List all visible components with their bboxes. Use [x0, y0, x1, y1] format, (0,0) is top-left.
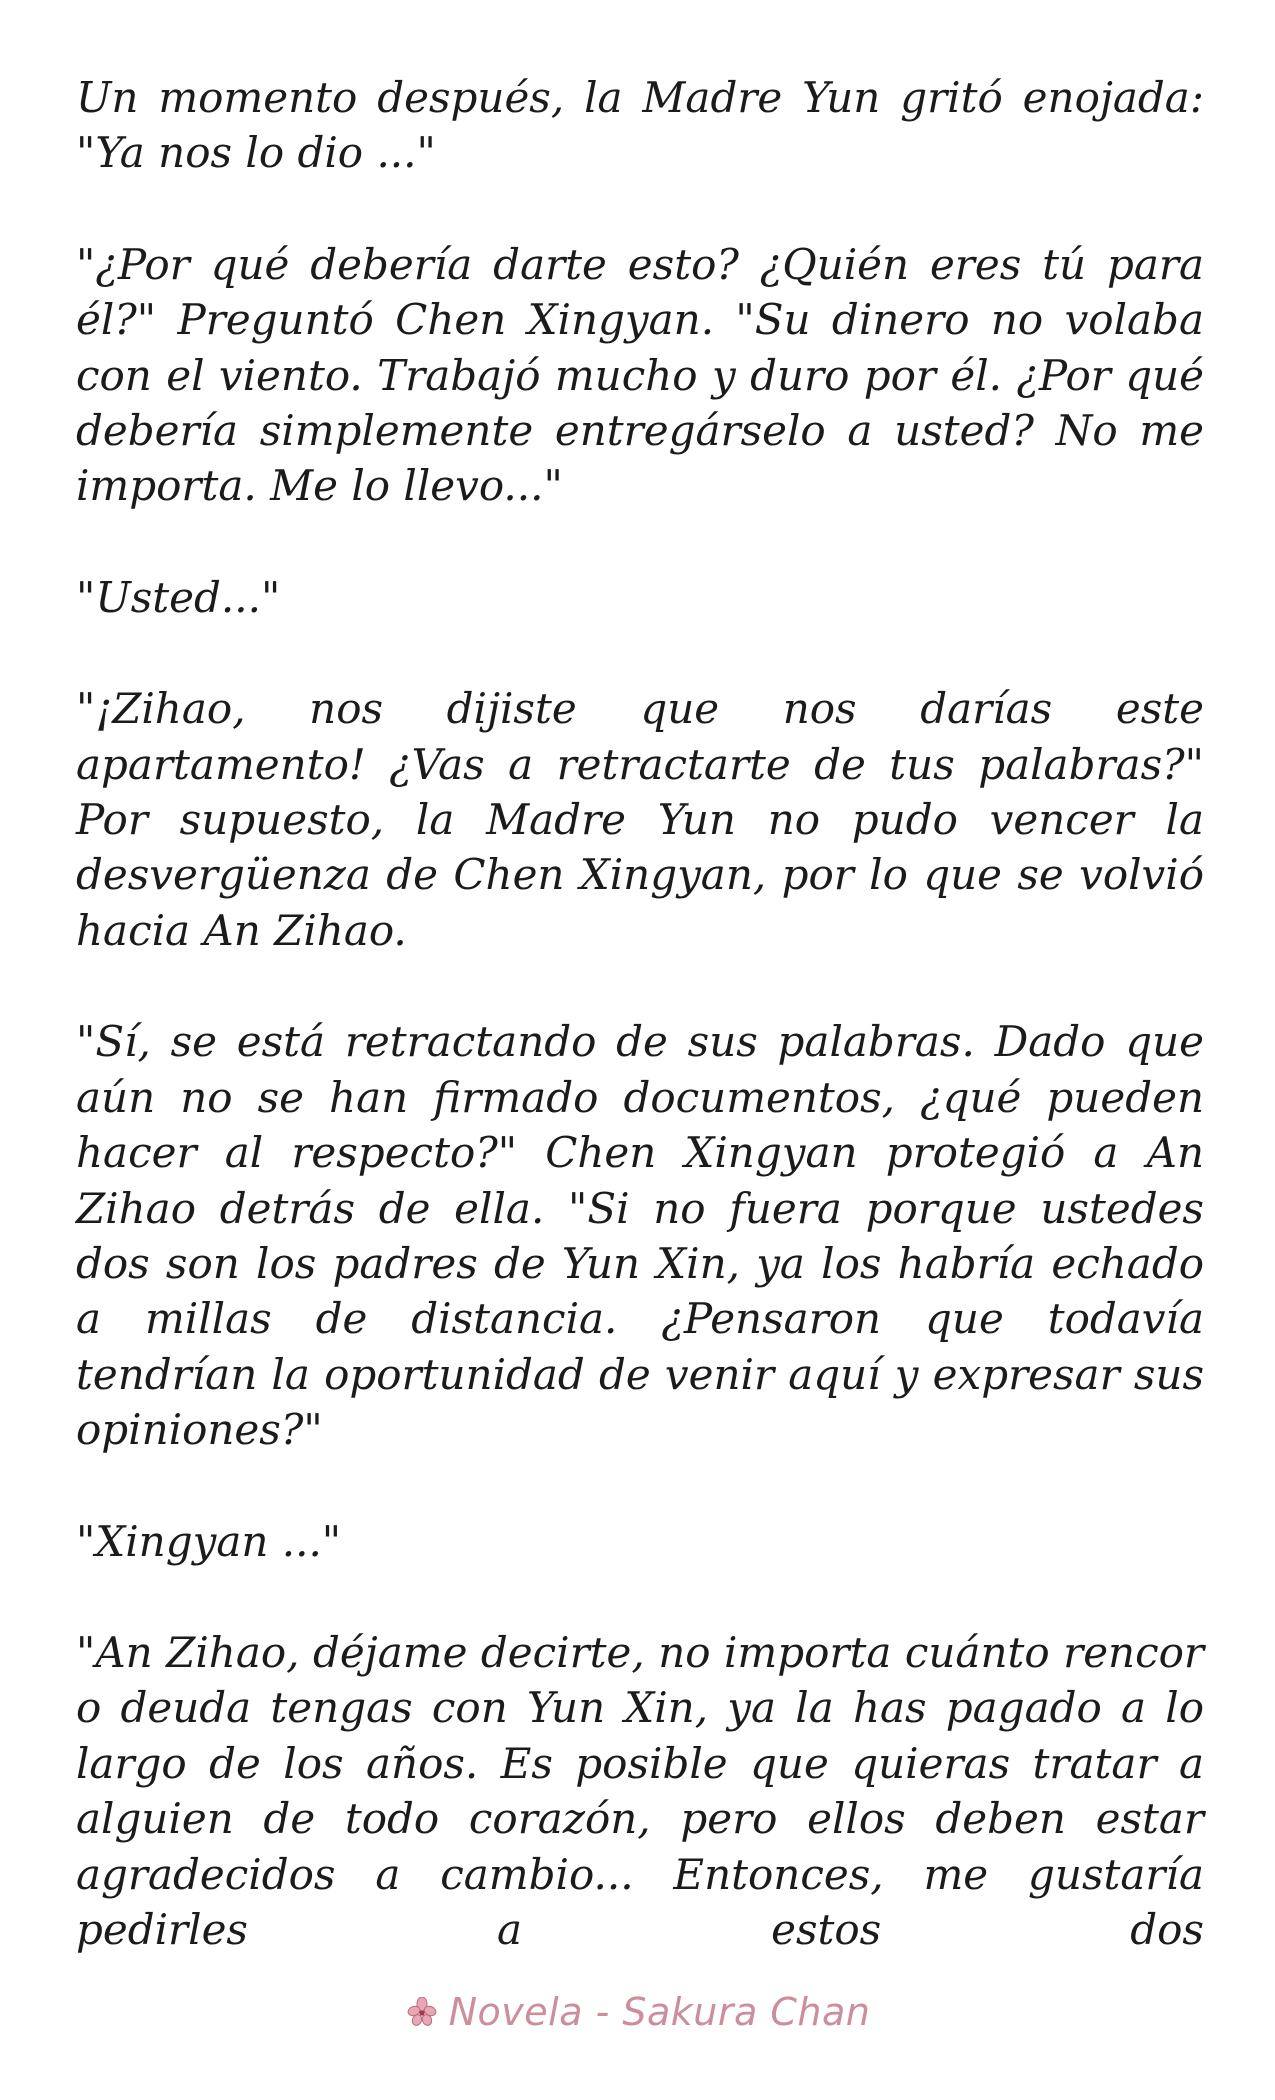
paragraph-5: "Sí, se está retractando de sus palabras. Dado que aún no se han firmado documentos, ¿qué pueden hacer al respecto?" Chen Xingyan protegió a An Zihao detrás de ella. "Si no fuera porque ustedes dos son los padres de Yun Xin, ya los habría echado a millas de distancia. ¿Pensaron que todavía tendrían la oportunidad de venir aquí y expresar sus opiniones?": [76, 1017, 1204, 1455]
paragraph-6: "Xingyan ...": [76, 1516, 342, 1566]
watermark-text: Novela - Sakura Chan: [448, 1990, 871, 2034]
sakura-flower-icon: [405, 1997, 439, 2027]
watermark: [0, 1987, 1275, 2037]
paragraph-7: "An Zihao, déjame decirte, no importa cuánto rencor o deuda tengas con Yun Xin, ya la has pagado a lo largo de los años. Es posible que quieras tratar a alguien de todo corazón, pero ellos deben estar agradecidos a cambio... Entonces, me gustaría pedirles a estos dos: [76, 1627, 1204, 1954]
paragraph-4: "¡Zihao, nos dijiste que nos darías este apartamento! ¿Vas a retractarte de tus palabras?" Por supuesto, la Madre Yun no pudo vencer la desvergüenza de Chen Xingyan, por lo que se volvió hacia An Zihao.: [76, 684, 1204, 955]
paragraph-1: Un momento después, la Madre Yun gritó enojada: "Ya nos lo dio ...": [76, 73, 1204, 178]
paragraph-3: "Usted...": [76, 572, 281, 622]
paragraph-2: "¿Por qué debería darte esto? ¿Quién eres tú para él?" Preguntó Chen Xingyan. "Su dinero no volaba con el viento. Trabajó mucho y duro por él. ¿Por qué debería simplemente entregárselo a usted? No me importa. Me lo llevo...": [76, 239, 1204, 511]
chapter-text: [76, 70, 1204, 1970]
